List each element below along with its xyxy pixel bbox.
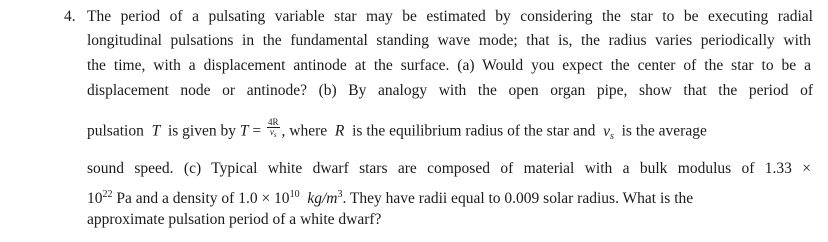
line-5-where: , where	[281, 122, 328, 140]
problem-line-5-formula	[87, 117, 707, 146]
problem-line-7	[87, 186, 693, 208]
line-7-middle: Pa and a density of 1.0 × 10	[112, 190, 290, 207]
fraction-denominator: $v_s$	[269, 127, 277, 139]
line-3-text: the time, with a displacement antinode at the surface. (a) Would you expect the center of the star to be a	[87, 57, 811, 74]
problem-line-3	[87, 57, 811, 75]
variable-T-equation: T	[239, 122, 249, 140]
line-2-text: longitudinal pulsations in the fundamental standing wave mode; that is, the radius varies periodically with	[87, 32, 811, 49]
problem-line-2	[87, 32, 811, 50]
line-4-text: displacement node or antinode? (b) By analogy with the open organ pipe, show that the period of	[87, 82, 813, 99]
problem-line-6	[87, 160, 811, 178]
line-5-middle-text: is the equilibrium radius of the star and	[352, 122, 596, 140]
problem-line-1	[87, 8, 813, 26]
equals-sign: =	[252, 122, 262, 140]
variable-T: T	[151, 122, 161, 140]
line-7-end: . They have radii equal to 0.009 solar radius. What is the	[342, 190, 694, 207]
variable-R: R	[334, 122, 345, 140]
problem-line-8	[87, 211, 381, 229]
line-1-text: The period of a pulsating variable star may be estimated by considering the star to be executing radial	[87, 8, 813, 25]
problem-line-4	[87, 82, 813, 100]
line-7-ten: 10	[87, 190, 103, 207]
period-fraction	[267, 118, 280, 140]
variable-vs: $v_s$	[603, 122, 614, 142]
line-6-text: sound speed. (c) Typical white dwarf stars are composed of material with a bulk modulus of 1.33 ×	[87, 160, 811, 177]
cut-off-next-line	[64, 236, 224, 242]
exponent-3: 3	[337, 189, 343, 200]
exponent-10: 10	[289, 189, 300, 200]
exponent-22: 22	[102, 189, 113, 200]
line-8-text: approximate pulsation period of a white dwarf?	[87, 211, 382, 228]
line-5-is-given-by: is given by	[167, 122, 236, 140]
density-unit: kg/m	[307, 190, 338, 207]
fraction-numerator: 4R	[268, 117, 279, 127]
line-5-word-pulsation: pulsation	[87, 122, 144, 140]
problem-number: 4.	[64, 8, 76, 25]
line-5-end-text: is the average	[621, 122, 707, 140]
